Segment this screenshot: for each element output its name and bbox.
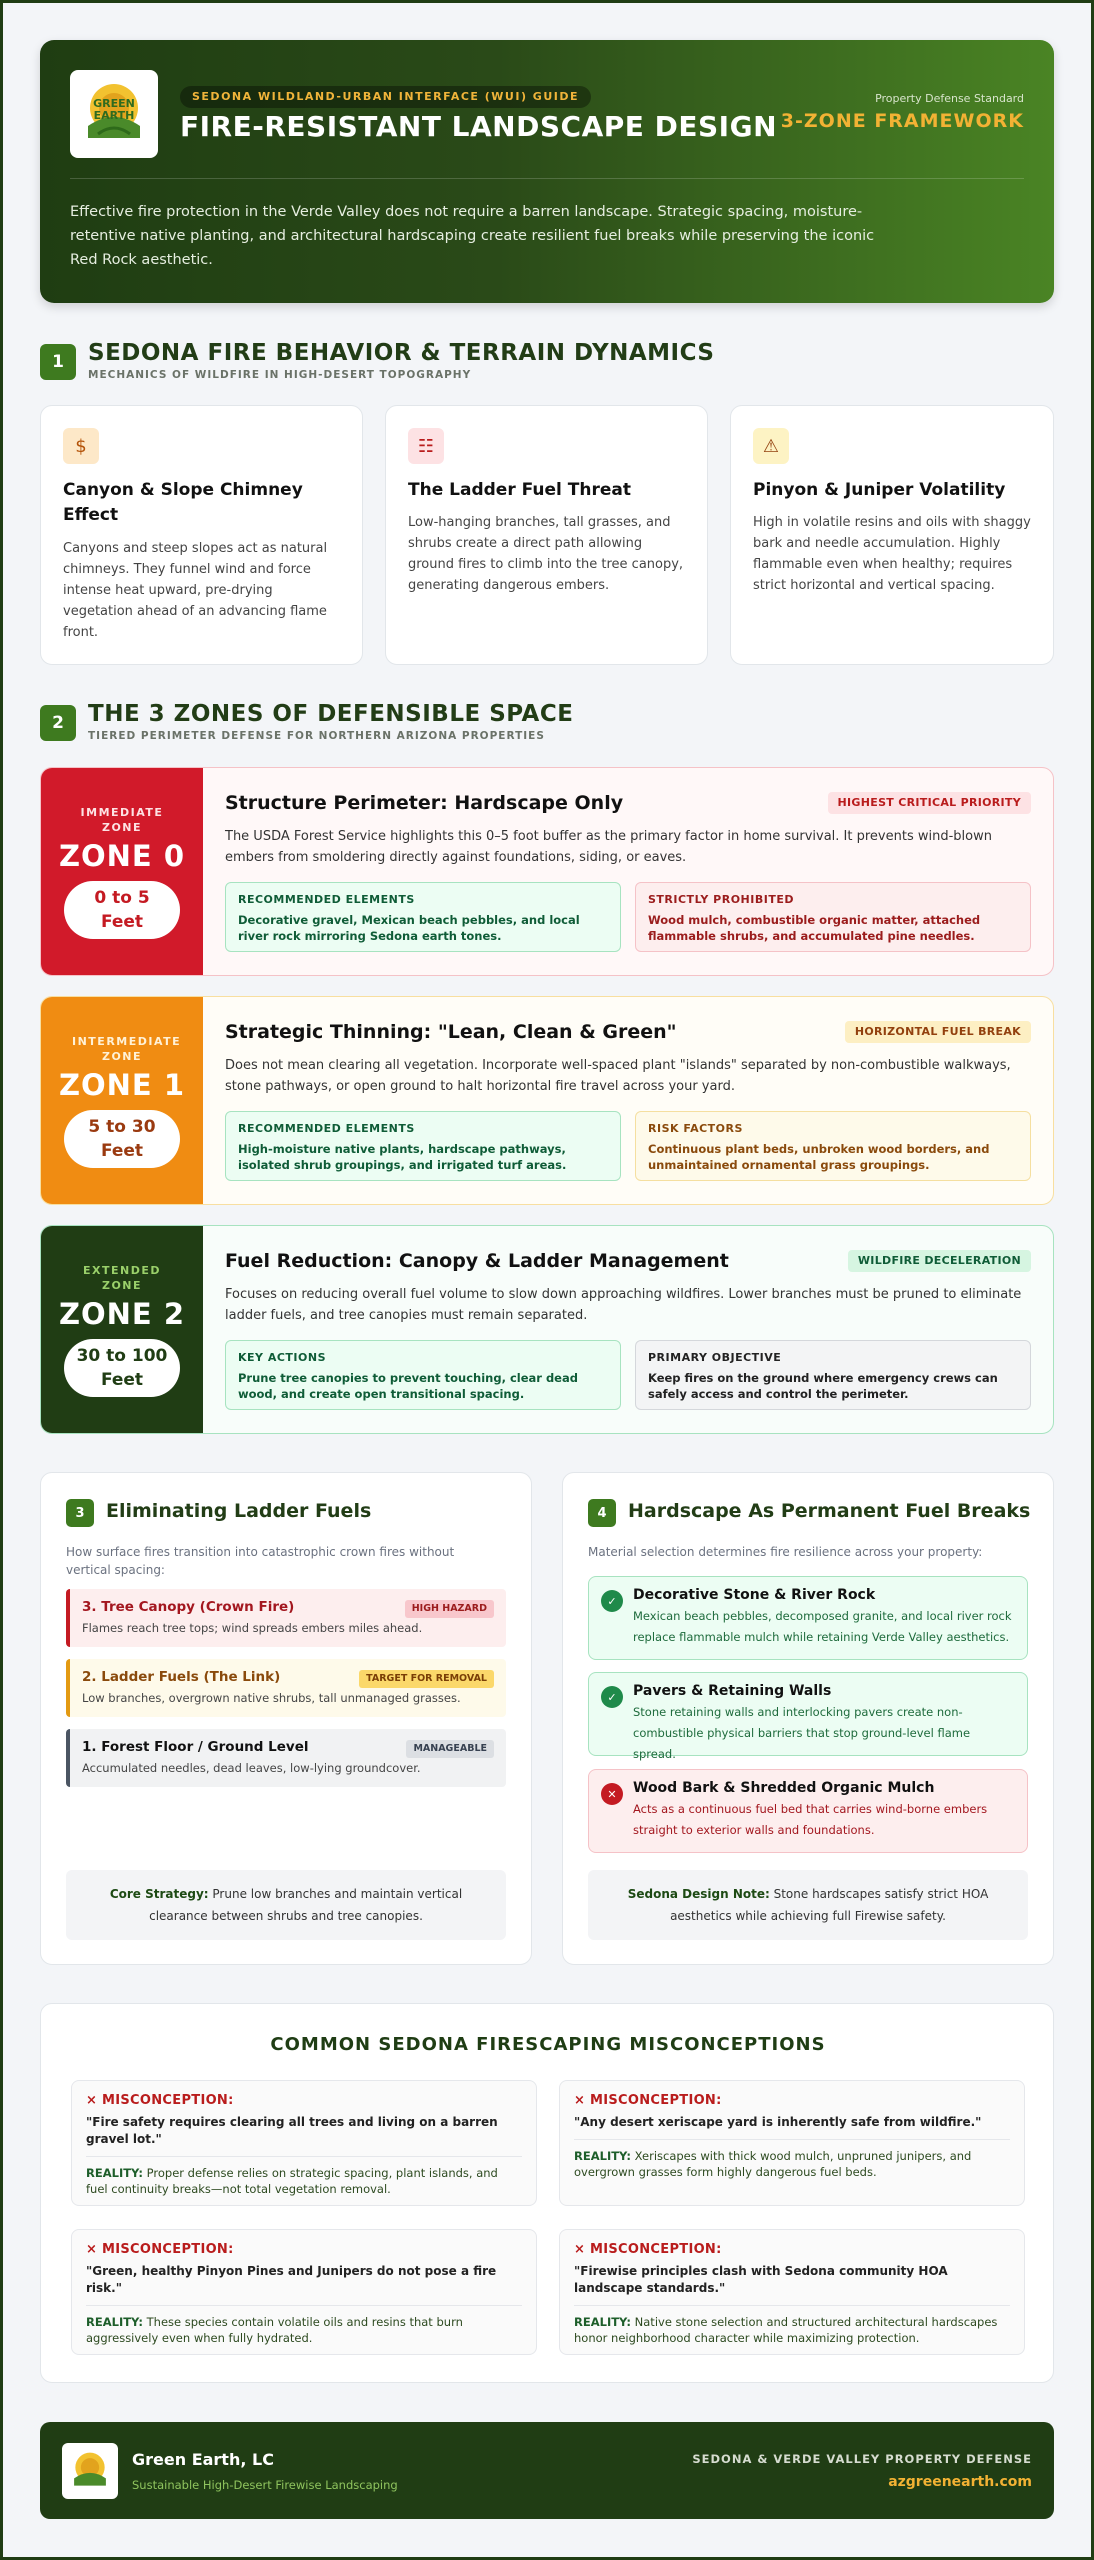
zone-name: ZONE 0 — [58, 838, 186, 873]
misconception-card — [71, 2080, 537, 2206]
priority-badge: HORIZONTAL FUEL BREAK — [845, 1021, 1031, 1043]
level-text: Flames reach tree tops; wind spreads embers miles ahead. — [82, 1621, 423, 1635]
standard-label: Property Defense Standard — [875, 92, 1024, 105]
card-title: Canyon & Slope Chimney Effect — [63, 480, 303, 525]
hazard-tag: HIGH HAZARD — [405, 1600, 494, 1618]
zone-name: ZONE 1 — [58, 1067, 186, 1102]
level-title: 1. Forest Floor / Ground Level — [82, 1739, 309, 1755]
level-text: Low branches, overgrown native shrubs, tall unmanaged grasses. — [82, 1691, 461, 1705]
guide-pill: SEDONA WILDLAND-URBAN INTERFACE (WUI) GUIDE — [180, 86, 591, 108]
ladder-fuels-panel — [40, 1472, 532, 1965]
note-text: Stone hardscapes satisfy strict HOA aesthetics while achieving full Firewise safety. — [670, 1887, 989, 1923]
zone-name: ZONE 2 — [58, 1296, 186, 1331]
note-label: Sedona Design Note: — [627, 1887, 770, 1901]
fire-behavior-card — [730, 405, 1054, 665]
zone-range: 0 to 5 Feet — [64, 881, 180, 939]
check-icon: ✓ — [601, 1686, 623, 1708]
service-region: SEDONA & VERDE VALLEY PROPERTY DEFENSE — [692, 2452, 1032, 2466]
zone-2-card — [40, 1225, 1054, 1434]
objective-box — [635, 1340, 1031, 1410]
recommended-box — [225, 882, 621, 952]
box-heading: STRICTLY PROHIBITED — [648, 893, 794, 906]
fire-behavior-card — [40, 405, 363, 665]
website-link[interactable]: azgreenearth.com — [888, 2474, 1032, 2490]
footer — [40, 2422, 1054, 2519]
item-text: Mexican beach pebbles, decomposed granite, and local river rock replace flammable mulch while retaining Verde Valley aesthetics. — [633, 1609, 1012, 1644]
card-title: The Ladder Fuel Threat — [408, 480, 631, 500]
ladder-level-ladder-fuels — [66, 1659, 506, 1717]
hardscape-stone — [588, 1576, 1028, 1660]
misconception-quote: "Green, healthy Pinyon Pines and Junipers do not pose a fire risk." — [86, 2264, 497, 2295]
level-text: Accumulated needles, dead leaves, low-lying groundcover. — [82, 1761, 421, 1775]
zone-kind: INTERMEDIATE ZONE — [72, 1034, 182, 1063]
misconception-label: × MISCONCEPTION: — [86, 2093, 234, 2108]
priority-badge: HIGHEST CRITICAL PRIORITY — [828, 792, 1031, 814]
section-3-subtitle: How surface fires transition into catastrophic crown fires without vertical spacing: — [66, 1545, 455, 1577]
box-heading: PRIMARY OBJECTIVE — [648, 1351, 782, 1364]
card-text: High in volatile resins and oils with shaggy bark and needle accumulation. Highly flammable even when healthy; requires strict horizontal and vertical spacing. — [753, 515, 1031, 593]
sunflower-logo-icon — [68, 2449, 112, 2493]
hazard-tag: TARGET FOR REMOVAL — [359, 1670, 494, 1688]
recommended-box — [225, 1111, 621, 1181]
box-text: Decorative gravel, Mexican beach pebbles, and local river rock mirroring Sedona earth tones. — [238, 913, 580, 943]
zone-title: Strategic Thinning: "Lean, Clean & Green" — [225, 1021, 677, 1043]
section-4-subtitle: Material selection determines fire resilience across your property: — [588, 1545, 983, 1559]
zone-1-label-panel — [41, 997, 203, 1204]
company-logo — [70, 70, 158, 158]
section-2-number: 2 — [40, 705, 76, 741]
zone-description: The USDA Forest Service highlights this 0–5 foot buffer as the primary factor in home survival. It prevents wind-blown embers from smoldering directly against foundations, siding, or eaves. — [225, 829, 992, 865]
box-text: High-moisture native plants, hardscape pathways, isolated shrub groupings, and irrigated turf areas. — [238, 1142, 567, 1172]
misconception-card — [559, 2080, 1025, 2206]
misconception-label: × MISCONCEPTION: — [86, 2242, 234, 2257]
section-4-title: Hardscape As Permanent Fuel Breaks — [628, 1500, 1031, 1522]
misconception-quote: "Firewise principles clash with Sedona community HOA landscape standards." — [574, 2264, 948, 2295]
hero-description: Effective fire protection in the Verde Valley does not require a barren landscape. Strategic spacing, moisture-retentive native planting, and architectural hardscaping create resilient fuel breaks while preserving the iconic Red Rock aesthetic. — [70, 204, 875, 268]
zone-range: 5 to 30 Feet — [64, 1110, 180, 1168]
item-title: Pavers & Retaining Walls — [633, 1683, 832, 1699]
misconception-label: × MISCONCEPTION: — [574, 2093, 722, 2108]
hazard-tag: MANAGEABLE — [406, 1740, 494, 1758]
zone-title: Structure Perimeter: Hardscape Only — [225, 792, 624, 814]
hardscape-mulch — [588, 1769, 1028, 1853]
company-tagline: Sustainable High-Desert Firewise Landscaping — [132, 2478, 398, 2492]
hardscape-panel — [562, 1472, 1054, 1965]
x-icon: ✕ — [601, 1783, 623, 1805]
section-3-number: 3 — [66, 1499, 94, 1527]
reality-label: REALITY: — [574, 2315, 631, 2329]
misconception-label: × MISCONCEPTION: — [574, 2242, 722, 2257]
zone-kind: EXTENDED ZONE — [83, 1263, 161, 1292]
section-2-title: THE 3 ZONES OF DEFENSIBLE SPACE — [88, 701, 574, 727]
card-text: Canyons and steep slopes act as natural chimneys. They funnel wind and force intense heat upward, pre-drying vegetation ahead of an advancing flame front. — [63, 541, 328, 640]
dollar-icon: $ — [63, 428, 99, 464]
check-icon: ✓ — [601, 1590, 623, 1612]
section-1-subtitle: MECHANICS OF WILDFIRE IN HIGH-DESERT TOPOGRAPHY — [88, 369, 472, 381]
box-text: Wood mulch, combustible organic matter, attached flammable shrubs, and accumulated pine needles. — [648, 913, 981, 943]
misconceptions-panel — [40, 2003, 1054, 2383]
item-title: Decorative Stone & River Rock — [633, 1587, 876, 1603]
zone-title: Fuel Reduction: Canopy & Ladder Management — [225, 1250, 729, 1272]
page-title: FIRE-RESISTANT LANDSCAPE DESIGN — [180, 110, 778, 143]
prohibited-box — [635, 882, 1031, 952]
misconception-quote: "Any desert xeriscape yard is inherently safe from wildfire." — [574, 2115, 982, 2129]
misconception-quote: "Fire safety requires clearing all trees and living on a barren gravel lot." — [86, 2115, 498, 2146]
company-name: Green Earth, LC — [132, 2450, 274, 2469]
item-title: Wood Bark & Shredded Organic Mulch — [633, 1780, 935, 1796]
section-1-number: 1 — [40, 344, 76, 380]
logo-text: GREEN EARTH — [93, 97, 135, 122]
hero-divider — [70, 178, 1024, 179]
zone-0-label-panel — [41, 768, 203, 975]
box-text: Keep fires on the ground where emergency crews can safely access and control the perimeter. — [648, 1371, 998, 1401]
box-heading: RECOMMENDED ELEMENTS — [238, 1122, 415, 1135]
footer-logo — [62, 2443, 118, 2499]
box-text: Prune tree canopies to prevent touching, clear dead wood, and create open transitional spacing. — [238, 1371, 578, 1401]
standard-name: 3-ZONE FRAMEWORK — [780, 110, 1024, 132]
reality-label: REALITY: — [86, 2166, 143, 2180]
misconception-card — [71, 2229, 537, 2355]
box-heading: RISK FACTORS — [648, 1122, 743, 1135]
reality-text: These species contain volatile oils and resins that burn aggressively even when fully hydrated. — [86, 2315, 463, 2345]
reality-text: Proper defense relies on strategic spacing, plant islands, and fuel continuity breaks—not total vegetation removal. — [86, 2166, 498, 2196]
zone-kind: IMMEDIATE ZONE — [80, 805, 164, 834]
risk-box — [635, 1111, 1031, 1181]
fire-behavior-card — [385, 405, 708, 665]
misconception-card — [559, 2229, 1025, 2355]
box-heading: KEY ACTIONS — [238, 1351, 326, 1364]
item-text: Stone retaining walls and interlocking pavers create non-combustible physical barriers that stop ground-level flame spread. — [633, 1705, 971, 1761]
reality-label: REALITY: — [86, 2315, 143, 2329]
reality-text: Native stone selection and structured architectural hardscapes honor neighborhood character while maximizing protection. — [574, 2315, 998, 2345]
box-text: Continuous plant beds, unbroken wood borders, and unmaintained ornamental grass groupings. — [648, 1142, 990, 1172]
level-title: 3. Tree Canopy (Crown Fire) — [82, 1599, 295, 1615]
ladder-level-ground — [66, 1729, 506, 1787]
note-label: Core Strategy: — [109, 1887, 209, 1901]
section-1-title: SEDONA FIRE BEHAVIOR & TERRAIN DYNAMICS — [88, 340, 715, 366]
zone-1-card — [40, 996, 1054, 1205]
zone-description: Does not mean clearing all vegetation. Incorporate well-spaced plant "islands" separated by non-combustible walkways, stone pathways, or open ground to halt horizontal fire travel across your yard. — [225, 1058, 1011, 1094]
zone-description: Focuses on reducing overall fuel volume to slow down approaching wildfires. Lower branches must be pruned to eliminate ladder fuels, and tree canopies must remain separated. — [225, 1287, 1022, 1323]
section-2-subtitle: TIERED PERIMETER DEFENSE FOR NORTHERN ARIZONA PROPERTIES — [88, 730, 545, 742]
reality-text: Xeriscapes with thick wood mulch, unpruned junipers, and overgrown grasses form highly dangerous fuel beds. — [574, 2149, 972, 2179]
zone-2-label-panel — [41, 1226, 203, 1433]
design-note — [588, 1870, 1028, 1940]
warning-icon: ⚠ — [753, 428, 789, 464]
zone-range: 30 to 100 Feet — [64, 1339, 180, 1397]
reality-label: REALITY: — [574, 2149, 631, 2163]
section-4-number: 4 — [588, 1499, 616, 1527]
level-title: 2. Ladder Fuels (The Link) — [82, 1669, 281, 1685]
zone-0-card — [40, 767, 1054, 976]
ladder-icon: ☷ — [408, 428, 444, 464]
note-text: Prune low branches and maintain vertical clearance between shrubs and tree canopies. — [149, 1887, 463, 1923]
priority-badge: WILDFIRE DECELERATION — [848, 1250, 1031, 1272]
item-text: Acts as a continuous fuel bed that carries wind-borne embers straight to exterior walls and foundations. — [633, 1802, 988, 1837]
box-heading: RECOMMENDED ELEMENTS — [238, 893, 415, 906]
section-3-title: Eliminating Ladder Fuels — [106, 1500, 372, 1522]
hero-banner — [40, 40, 1054, 303]
card-text: Low-hanging branches, tall grasses, and shrubs create a direct path allowing ground fires to climb into the tree canopy, generating dangerous embers. — [408, 515, 684, 593]
key-actions-box — [225, 1340, 621, 1410]
misconceptions-title: COMMON SEDONA FIRESCAPING MISCONCEPTIONS — [270, 2034, 826, 2055]
hardscape-pavers — [588, 1672, 1028, 1761]
ladder-level-canopy — [66, 1589, 506, 1647]
core-strategy-note — [66, 1870, 506, 1940]
card-title: Pinyon & Juniper Volatility — [753, 480, 1006, 500]
